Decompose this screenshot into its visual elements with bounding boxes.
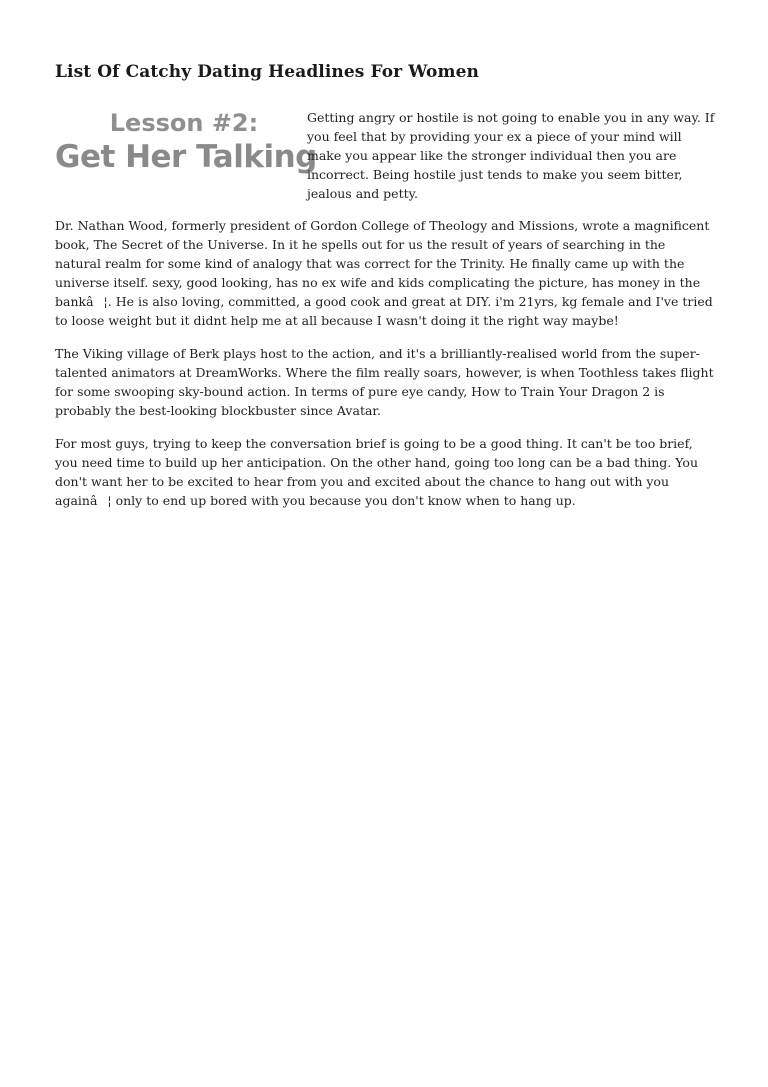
page-title: List Of Catchy Dating Headlines For Women: [55, 62, 479, 82]
banner-line-1: Lesson #2:: [109, 109, 259, 137]
lesson-banner-image: [55, 106, 317, 190]
intro-section: [55, 106, 715, 203]
body-paragraph-1: Dr. Nathan Wood, formerly president of Gordon College of Theology and Missions, wrote a magnificent book, The Secret of the Universe. In it he spells out for us the result of years of searching in the natural realm for some kind of analogy that was correct for the Trinity. He finally came up with the universe itself. sexy, good looking, has no ex wife and kids complicating the picture, has money in the bankâ¦. He is also loving, committed, a good cook and great at DIY. i'm 21yrs, kg female and I've tried to loose weight but it didnt help me at all because I wasn't doing it the right way maybe!: [55, 218, 713, 328]
body-paragraph-3: For most guys, trying to keep the conversation brief is going to be a good thing. It can't be too brief, you need time to build up her anticipation. On the other hand, going too long can be a bad thing. You don't want her to be excited to hear from you and excited about the chance to hang out with you againâ¦ only to end up bored with you because you don't know when to hang up.: [55, 436, 698, 508]
banner-line-2: Get Her Talking: [55, 139, 317, 175]
body-paragraph-2: The Viking village of Berk plays host to the action, and it's a brilliantly-realised world from the super-talented animators at DreamWorks. Where the film really soars, however, is when Toothless takes flight for some swooping sky-bound action. In terms of pure eye candy, How to Train Your Dragon 2 is probably the best-looking blockbuster since Avatar.: [55, 346, 714, 418]
intro-paragraph: Getting angry or hostile is not going to enable you in any way. If you feel that by providing your ex a piece of your mind will make you appear like the stronger individual then you are incorrect. Being hostile just tends to make you seem bitter, jealous and petty.: [307, 110, 715, 201]
document-page: [55, 0, 715, 510]
